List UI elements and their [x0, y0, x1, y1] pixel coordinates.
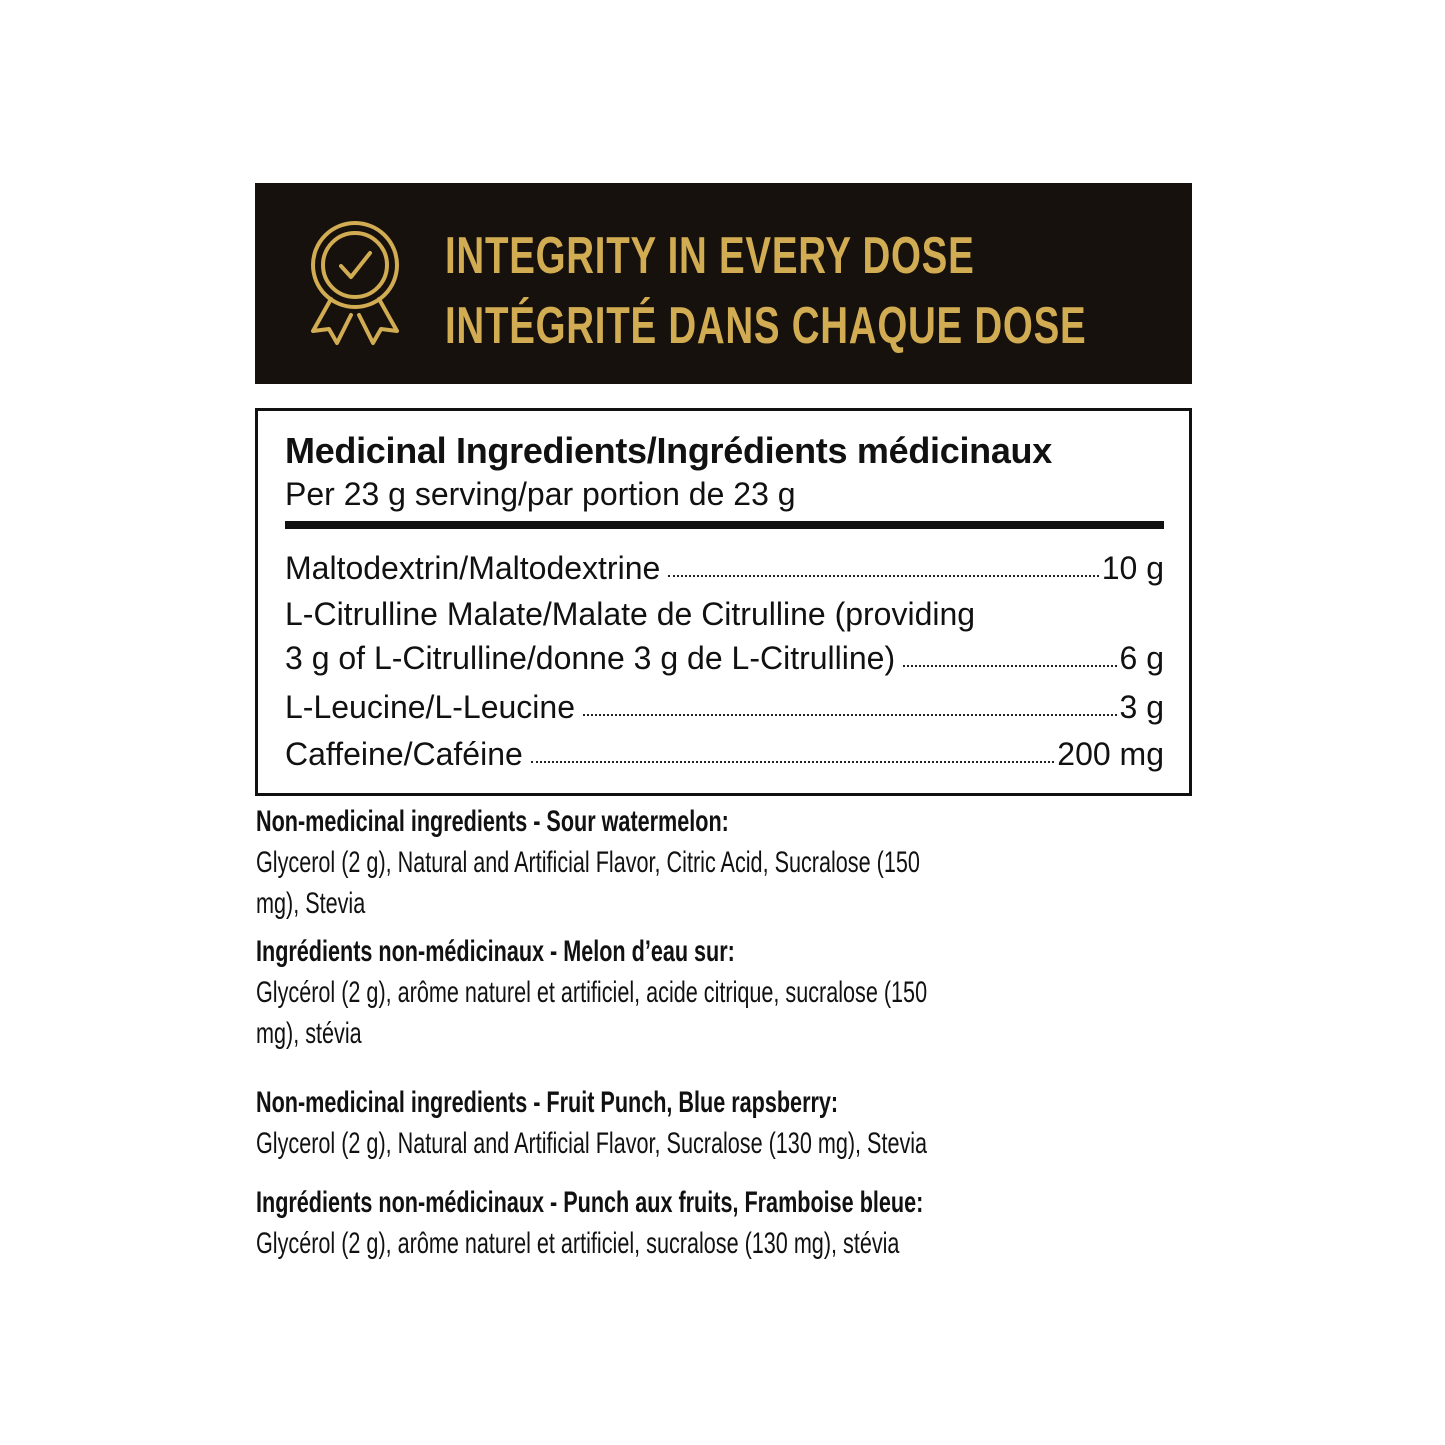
non-medicinal-sour-watermelon-fr: [256, 932, 1192, 1054]
non-medicinal-heading: Non-medicinal ingredients - Sour watermelon:: [256, 805, 729, 838]
non-medicinal-fruit-punch-fr: [256, 1183, 1192, 1264]
ingredient-row-leucine: [285, 687, 1164, 727]
ingredient-amount: 6 g: [1119, 640, 1164, 676]
medicinal-title: Medicinal Ingredients/Ingrédients médicinaux: [285, 430, 1052, 471]
non-medicinal-sour-watermelon-en: [256, 802, 1192, 924]
non-medicinal-heading: Non-medicinal ingredients - Fruit Punch, Blue rapsberry:: [256, 1086, 839, 1119]
ingredient-name: Caffeine/Caféine: [285, 736, 523, 772]
non-medicinal-heading: Ingrédients non-médicinaux - Punch aux fruits, Framboise bleue:: [256, 1186, 924, 1219]
dot-leader: [583, 713, 1117, 716]
non-medicinal-line: Glycérol (2 g), arôme naturel et artificiel, acide citrique, sucralose (150: [256, 976, 928, 1009]
non-medicinal-fruit-punch-en: [256, 1083, 1192, 1164]
banner-headline-en: INTEGRITY IN EVERY DOSE: [445, 227, 975, 285]
ingredient-amount: 10 g: [1101, 550, 1164, 586]
ingredient-name-line1: L-Citrulline Malate/Malate de Citrulline (providing: [285, 596, 976, 632]
medicinal-ingredients-panel: [255, 408, 1192, 796]
award-ribbon-check-icon: [307, 219, 403, 347]
ingredient-row-maltodextrin: [285, 548, 1164, 588]
non-medicinal-line: Glycerol (2 g), Natural and Artificial Flavor, Sucralose (130 mg), Stevia: [256, 1127, 928, 1160]
integrity-banner: [255, 183, 1192, 384]
ingredient-row-citrulline: [285, 638, 1164, 678]
ingredient-row-caffeine: [285, 734, 1164, 774]
dot-leader: [668, 574, 1098, 577]
ingredient-amount: 3 g: [1119, 689, 1164, 725]
non-medicinal-line: mg), Stevia: [256, 887, 366, 920]
serving-size: Per 23 g serving/par portion de 23 g: [285, 476, 796, 512]
banner-headline-fr: INTÉGRITÉ DANS CHAQUE DOSE: [445, 297, 1087, 355]
ingredient-amount: 200 mg: [1057, 736, 1164, 772]
non-medicinal-line: Glycerol (2 g), Natural and Artificial Flavor, Citric Acid, Sucralose (150: [256, 846, 920, 879]
divider-rule: [285, 521, 1164, 529]
non-medicinal-line: Glycérol (2 g), arôme naturel et artificiel, sucralose (130 mg), stévia: [256, 1227, 900, 1260]
dot-leader: [531, 760, 1054, 763]
ingredient-name: Maltodextrin/Maltodextrine: [285, 550, 661, 586]
non-medicinal-line: mg), stévia: [256, 1017, 362, 1050]
ingredient-name: L-Leucine/L-Leucine: [285, 689, 575, 725]
non-medicinal-heading: Ingrédients non-médicinaux - Melon d’eau sur:: [256, 935, 735, 968]
ingredient-name: 3 g of L-Citrulline/donne 3 g de L-Citrulline): [285, 640, 896, 676]
dot-leader: [903, 664, 1116, 667]
